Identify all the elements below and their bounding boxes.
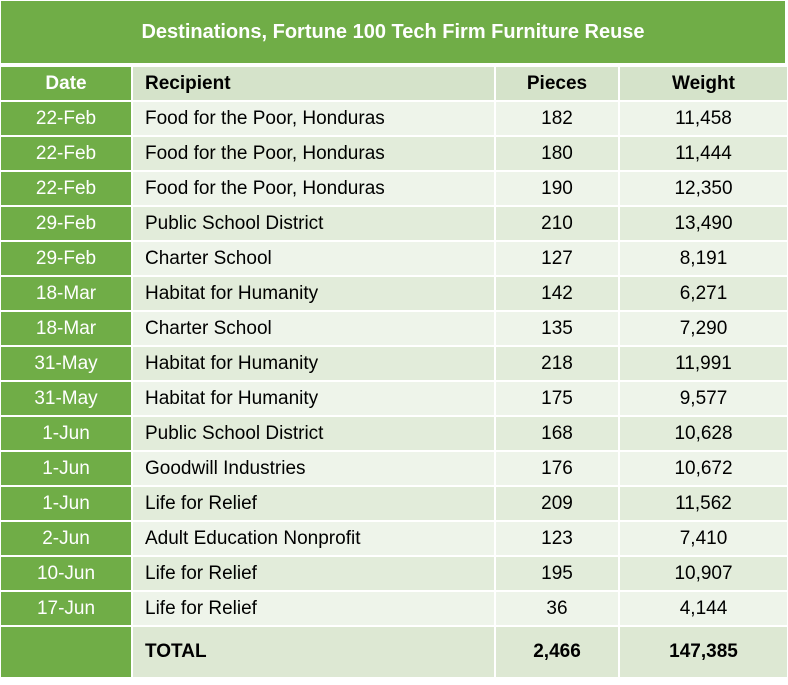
header-weight: Weight [620,67,787,100]
pieces-cell: 218 [496,347,618,380]
recipient-cell: Charter School [133,242,494,275]
total-date-cell [1,627,131,677]
date-cell: 29-Feb [1,207,131,240]
header-recipient: Recipient [133,67,494,100]
pieces-cell: 176 [496,452,618,485]
weight-cell: 11,444 [620,137,787,170]
recipient-cell: Food for the Poor, Honduras [133,172,494,205]
pieces-cell: 195 [496,557,618,590]
pieces-cell: 210 [496,207,618,240]
date-cell: 1-Jun [1,452,131,485]
recipient-cell: Habitat for Humanity [133,347,494,380]
total-weight: 147,385 [620,627,787,677]
pieces-cell: 209 [496,487,618,520]
recipient-cell: Food for the Poor, Honduras [133,102,494,135]
weight-cell: 13,490 [620,207,787,240]
recipient-cell: Food for the Poor, Honduras [133,137,494,170]
weight-cell: 10,672 [620,452,787,485]
table-grid [1,67,787,677]
weight-cell: 6,271 [620,277,787,310]
weight-cell: 10,907 [620,557,787,590]
date-cell: 22-Feb [1,137,131,170]
weight-cell: 11,991 [620,347,787,380]
date-cell: 1-Jun [1,417,131,450]
date-cell: 18-Mar [1,312,131,345]
date-cell: 22-Feb [1,102,131,135]
date-cell: 22-Feb [1,172,131,205]
recipient-cell: Habitat for Humanity [133,277,494,310]
pieces-cell: 175 [496,382,618,415]
total-pieces: 2,466 [496,627,618,677]
pieces-cell: 123 [496,522,618,555]
date-cell: 2-Jun [1,522,131,555]
pieces-cell: 135 [496,312,618,345]
date-cell: 31-May [1,382,131,415]
weight-cell: 7,290 [620,312,787,345]
pieces-cell: 182 [496,102,618,135]
recipient-cell: Public School District [133,207,494,240]
date-cell: 18-Mar [1,277,131,310]
date-cell: 29-Feb [1,242,131,275]
date-cell: 10-Jun [1,557,131,590]
total-label: TOTAL [133,627,494,677]
date-cell: 17-Jun [1,592,131,625]
recipient-cell: Public School District [133,417,494,450]
pieces-cell: 142 [496,277,618,310]
recipient-cell: Life for Relief [133,487,494,520]
weight-cell: 7,410 [620,522,787,555]
date-cell: 1-Jun [1,487,131,520]
pieces-cell: 168 [496,417,618,450]
recipient-cell: Goodwill Industries [133,452,494,485]
pieces-cell: 180 [496,137,618,170]
weight-cell: 11,458 [620,102,787,135]
furniture-reuse-table [1,1,787,683]
recipient-cell: Habitat for Humanity [133,382,494,415]
weight-cell: 10,628 [620,417,787,450]
header-pieces: Pieces [496,67,618,100]
recipient-cell: Charter School [133,312,494,345]
date-cell: 31-May [1,347,131,380]
recipient-cell: Life for Relief [133,557,494,590]
weight-cell: 11,562 [620,487,787,520]
pieces-cell: 36 [496,592,618,625]
recipient-cell: Life for Relief [133,592,494,625]
pieces-cell: 127 [496,242,618,275]
weight-cell: 4,144 [620,592,787,625]
pieces-cell: 190 [496,172,618,205]
recipient-cell: Adult Education Nonprofit [133,522,494,555]
weight-cell: 9,577 [620,382,787,415]
weight-cell: 8,191 [620,242,787,275]
weight-cell: 12,350 [620,172,787,205]
header-date: Date [1,67,131,100]
table-title: Destinations, Fortune 100 Tech Firm Furniture Reuse [1,1,785,63]
